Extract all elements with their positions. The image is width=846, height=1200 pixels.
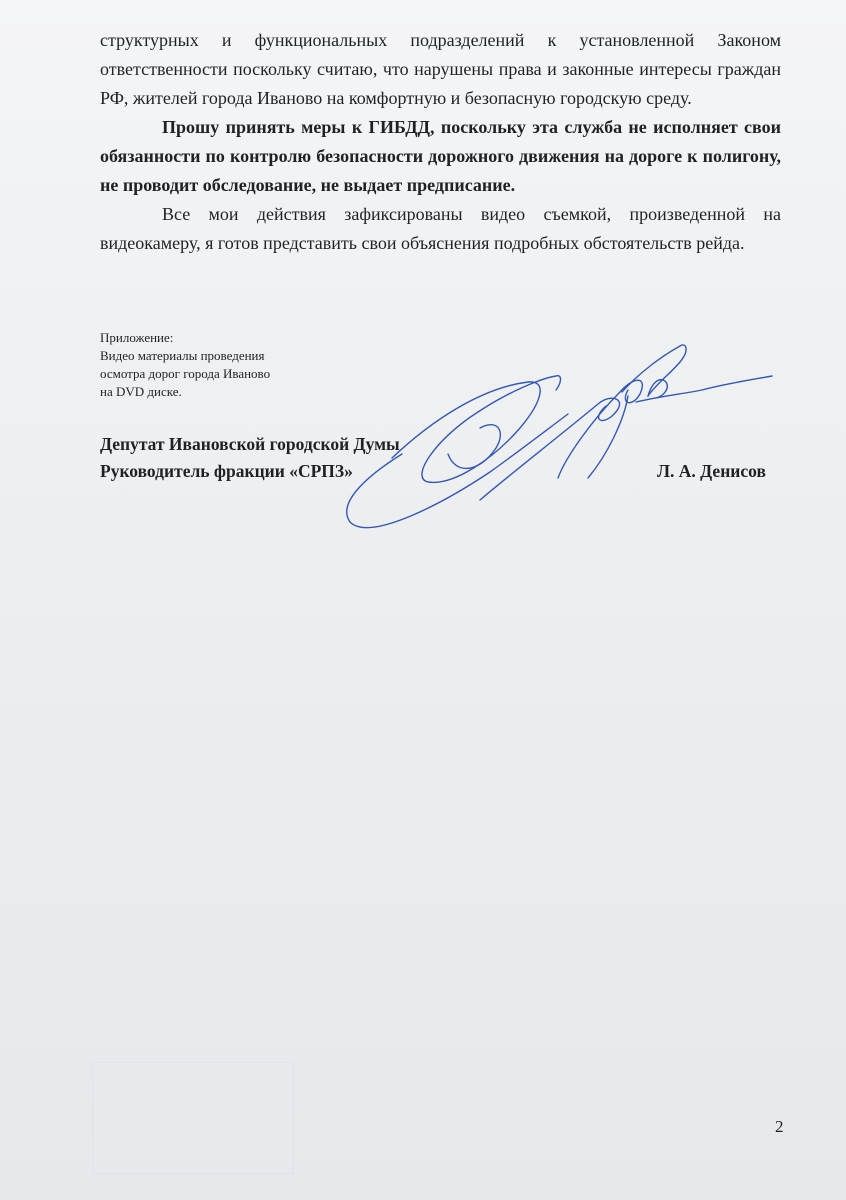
attachment-line: Видео материалы проведения xyxy=(100,348,265,363)
faded-stamp-impression xyxy=(92,1062,294,1174)
page-number: 2 xyxy=(775,1117,784,1136)
body-text xyxy=(100,26,781,258)
paragraph-video-evidence: Все мои действия зафиксированы видео съемкой, произведенной на видеокамеру, я готов представить свои объяснения подробных обстоятельств рейда. xyxy=(100,204,781,253)
signer-name: Л. А. Денисов xyxy=(657,461,766,481)
paragraph-request-gibdd: Прошу принять меры к ГИБДД, поскольку эта служба не исполняет свои обязанности по контролю безопасности дорожного движения на дороге к полигону, не проводит обследование, не выдает предписание. xyxy=(100,117,781,195)
handwritten-signature xyxy=(330,336,780,536)
attachment-block xyxy=(100,329,360,401)
signer-title-deputy: Депутат Ивановской городской Думы xyxy=(100,434,400,454)
attachment-line: осмотра дорог города Иваново xyxy=(100,366,271,381)
attachment-heading: Приложение: xyxy=(100,330,174,345)
signer-title-faction: Руководитель фракции «СРПЗ» xyxy=(100,461,353,481)
signature-strokes xyxy=(347,345,772,528)
attachment-line: на DVD диске. xyxy=(100,384,182,399)
paragraph-violations: структурных и функциональных подразделений к установленной Законом ответственности поскольку считаю, что нарушены права и законные интересы граждан РФ, жителей города Иваново на комфортную и безопасную городскую среду. xyxy=(100,30,781,108)
